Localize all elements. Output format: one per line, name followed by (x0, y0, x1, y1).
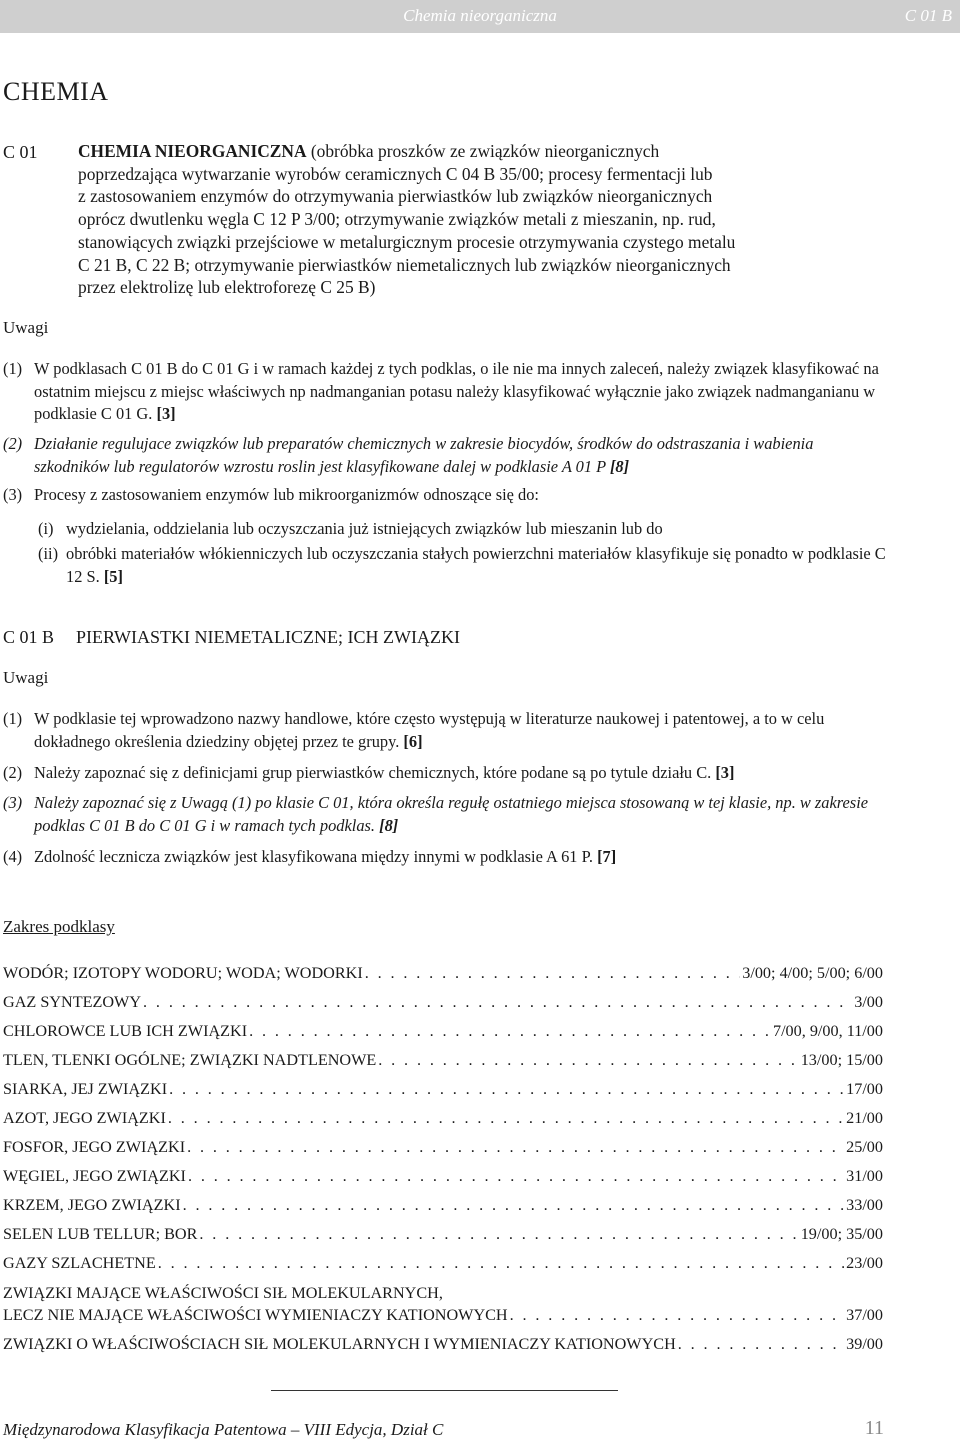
class-note-1 (3, 358, 883, 426)
zakres-ref: 37/00 (846, 1306, 883, 1324)
zakres-ref: 19/00; 35/00 (800, 1225, 883, 1243)
zakres-row (3, 1225, 883, 1247)
zakres-label: AZOT, JEGO ZWIĄZKI (3, 1109, 166, 1127)
zakres-row (3, 1335, 883, 1357)
zakres-heading: Zakres podklasy (3, 917, 115, 936)
zakres-label: LECZ NIE MAJĄCE WŁAŚCIWOŚCI WYMIENIACZY KATIONOWYCH (3, 1306, 508, 1324)
zakres-ref: 39/00 (846, 1335, 883, 1353)
zakres-label: GAZY SZLACHETNE (3, 1254, 156, 1272)
leader-dots (158, 1254, 844, 1273)
note-ref: [6] (403, 731, 423, 751)
sub-note-number: (i) (38, 519, 54, 538)
zakres-row (3, 1080, 883, 1102)
zakres-label: ZWIĄZKI O WŁAŚCIWOŚCIACH SIŁ MOLEKULARNYCH I WYMIENIACZY KATIONOWYCH (3, 1335, 676, 1353)
running-header (0, 0, 960, 33)
subclass-note-4 (3, 846, 883, 869)
zakres-ref: 3/00; 4/00; 5/00; 6/00 (742, 964, 883, 982)
leader-dots (365, 964, 741, 983)
section-title: CHEMIA (3, 77, 109, 106)
class-note-2 (3, 433, 883, 478)
note-ref: [8] (379, 815, 399, 835)
sub-note-text: obróbki materiałów włókienniczych lub oczyszczania stałych powierzchni materiałów klasyfikuje się ponadto w podklasie C 12 S. (66, 544, 886, 586)
sub-note-text: wydzielania, oddzielania lub oczyszczania już istniejących związków lub mieszanin lub do (66, 519, 663, 538)
zakres-row (3, 1109, 883, 1131)
class-line: poprzedzająca wytwarzanie wyrobów ceramicznych C 04 B 35/00; procesy fermentacji lub (78, 163, 713, 184)
subclass-note-1 (3, 708, 883, 753)
zakres-row (3, 1138, 883, 1160)
zakres-ref: 7/00, 9/00, 11/00 (772, 1022, 883, 1040)
leader-dots (183, 1196, 845, 1215)
page-number: 11 (864, 1417, 884, 1439)
zakres-row (3, 1051, 883, 1073)
note-text: Należy zapoznać się z Uwagą (1) po klasie C 01, która określa regułę ostatniego miejsca stosowaną w tej klasie, np. w zakresie podklas C 01 B do C 01 G i w ramach tych podklas. (34, 793, 869, 835)
note-number: (2) (3, 434, 23, 453)
zakres-row (3, 1167, 883, 1189)
note-ref: [7] (597, 847, 617, 866)
class-line: stanowiących związki przejściowe w metalurgicznym procesie otrzymywania czystego metalu (78, 231, 736, 252)
note-number: (1) (3, 709, 23, 728)
zakres-label: WĘGIEL, JEGO ZWIĄZKI (3, 1167, 186, 1185)
note-number: (4) (3, 847, 23, 866)
class-line: przez elektrolizę lub elektroforezę C 25 B) (78, 277, 376, 298)
subclass-title: PIERWIASTKI NIEMETALICZNE; ICH ZWIĄZKI (76, 627, 460, 647)
leader-dots (168, 1109, 844, 1128)
zakres-row (3, 1254, 883, 1276)
subclass-note-2 (3, 762, 883, 785)
zakres-row (3, 1306, 883, 1328)
uwagi-heading-subclass: Uwagi (3, 668, 49, 687)
note-text: Procesy z zastosowaniem enzymów lub mikroorganizmów odnoszące się do: (34, 485, 539, 504)
zakres-label: KRZEM, JEGO ZWIĄZKI (3, 1196, 181, 1214)
subclass-code: C 01 B (3, 627, 55, 647)
note-text: Należy zapoznać się z definicjami grup pierwiastków chemicznych, które podane są po tytule działu C. (34, 763, 712, 782)
note-ref: [3] (156, 404, 176, 423)
zakres-label: WODÓR; IZOTOPY WODORU; WODA; WODORKI (3, 964, 363, 982)
leader-dots (143, 993, 852, 1012)
class-line: oprócz dwutlenku węgla C 12 P 3/00; otrzymywanie związków metali z mieszanin, np. rud, (78, 209, 716, 230)
note-ref: [5] (103, 566, 123, 586)
leader-dots (249, 1022, 771, 1041)
leader-dots (187, 1138, 844, 1157)
sub-note-i (38, 518, 898, 541)
footer-text: Międzynarodowa Klasyfikacja Patentowa – VIII Edycja, Dział C (3, 1420, 444, 1439)
zakres-label: TLEN, TLENKI OGÓLNE; ZWIĄZKI NADTLENOWE (3, 1051, 377, 1069)
zakres-label: SIARKA, JEJ ZWIĄZKI (3, 1080, 168, 1098)
zakres-multiline-first: ZWIĄZKI MAJĄCE WŁAŚCIWOŚCI SIŁ MOLEKULARNYCH, (3, 1284, 443, 1302)
zakres-label: FOSFOR, JEGO ZWIĄZKI (3, 1138, 186, 1156)
note-text: W podklasach C 01 B do C 01 G i w ramach każdej z tych podklas, o ile nie ma innych zaleceń, należy związek klasyfikować na ostatnim miejscu z miejsc właściwych np nadmanganian potasu należy klasyfikować wyłącznie jako związek nadmanganianu w podklasie C 01 G. (34, 359, 879, 423)
leader-dots (199, 1225, 798, 1244)
note-text: Działanie regulujace związków lub preparatów chemicznych w zakresie biocydów, środków do odstraszania i wabienia szkodników lub regulatorów wzrostu roslin jest klasyfikowane dalej w podklasie A 01 P (34, 434, 814, 476)
zakres-label: GAZ SYNTEZOWY (3, 993, 142, 1011)
zakres-row (3, 1022, 883, 1044)
class-title: CHEMIA NIEORGANICZNA (78, 141, 307, 161)
subclass-note-3 (3, 792, 883, 837)
note-number: (3) (3, 485, 23, 504)
leader-dots (678, 1335, 844, 1354)
leader-dots (188, 1167, 844, 1186)
note-number: (3) (3, 793, 23, 812)
leader-dots (378, 1051, 798, 1070)
zakres-ref: 25/00 (846, 1138, 883, 1156)
zakres-label: CHLOROWCE LUB ICH ZWIĄZKI (3, 1022, 248, 1040)
zakres-ref: 13/00; 15/00 (800, 1051, 883, 1069)
class-title-suffix: (obróbka proszków ze związków nieorganicznych (310, 141, 660, 161)
leader-dots (169, 1080, 844, 1099)
note-text: Zdolność lecznicza związków jest klasyfikowana między innymi w podklasie A 61 P. (34, 847, 593, 866)
zakres-ref: 33/00 (846, 1196, 883, 1214)
note-ref: [3] (715, 763, 735, 782)
note-ref: [8] (609, 456, 630, 476)
zakres-row (3, 993, 883, 1015)
zakres-ref: 3/00 (854, 993, 883, 1011)
header-code: C 01 B (904, 6, 952, 25)
zakres-ref: 23/00 (846, 1254, 883, 1272)
footer-rule (271, 1390, 618, 1391)
zakres-label: SELEN LUB TELLUR; BOR (3, 1225, 198, 1243)
zakres-ref: 31/00 (846, 1167, 883, 1185)
class-description (78, 140, 838, 299)
note-number: (2) (3, 763, 23, 782)
header-title: Chemia nieorganiczna (403, 6, 557, 25)
note-text: W podklasie tej wprowadzono nazwy handlowe, które często występują w literaturze naukowej i patentowej, a to w celu dokładnego określenia dziedziny objętej przez te grupy. (34, 709, 825, 751)
class-line: C 21 B, C 22 B; otrzymywanie pierwiastków niemetalicznych lub związków nieorganicznych (78, 254, 731, 275)
zakres-ref: 17/00 (846, 1080, 883, 1098)
class-code: C 01 (3, 142, 38, 162)
zakres-row (3, 1196, 883, 1218)
note-number: (1) (3, 359, 23, 378)
zakres-row (3, 964, 883, 986)
class-note-3 (3, 484, 883, 507)
leader-dots (510, 1306, 845, 1325)
sub-note-ii (38, 543, 898, 588)
sub-note-number: (ii) (38, 544, 59, 563)
class-line: z zastosowaniem enzymów do otrzymywania pierwiastków lub związków nieorganicznych (78, 186, 713, 207)
zakres-ref: 21/00 (846, 1109, 883, 1127)
uwagi-heading: Uwagi (3, 318, 49, 337)
